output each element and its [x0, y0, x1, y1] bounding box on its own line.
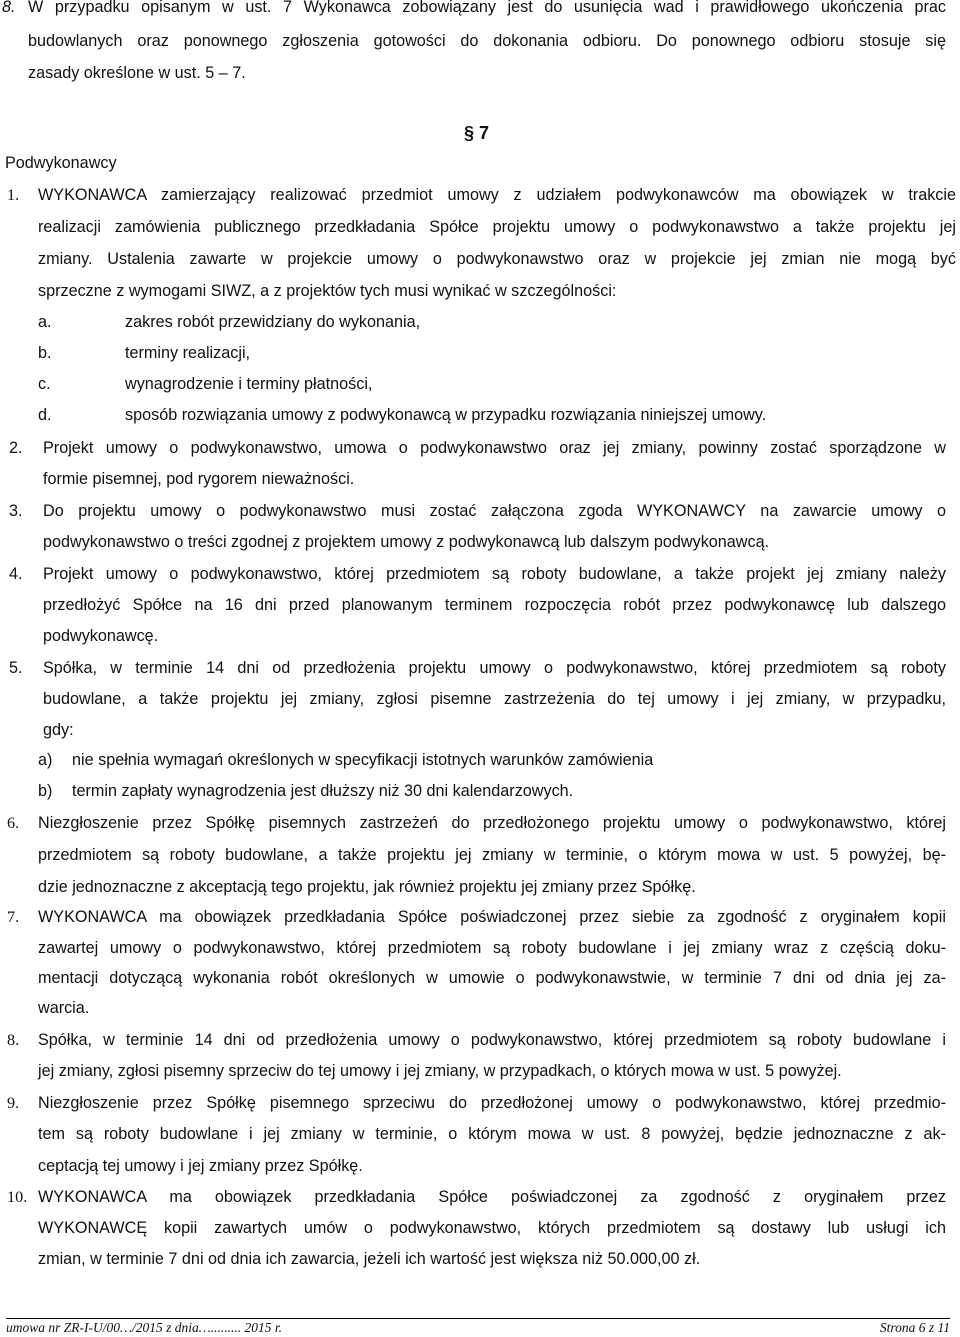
p8-line-2: jej zmiany, zgłosi pisemny sprzeciw do tej umowy i jej zmiany, w przypadkach, o których mowa w ust. 5 powyżej. [38, 1062, 842, 1080]
p5-sub-a-text: nie spełnia wymagań określonych w specyfikacji istotnych warunków zamówienia [72, 751, 654, 769]
p2-number: 2. [9, 439, 23, 457]
p4-line-2: przedłożyć Spółce na 16 dni przed planowanym terminem rozpoczęcia robót przez podwykonawcę lub dalszego [43, 596, 946, 614]
p7-line-3: mentacji dotyczącą wykonania robót określonych w umowie o podwykonawstwie, w terminie 7 dni od dnia jej za- [38, 969, 946, 987]
page-footer [6, 1318, 950, 1337]
p2-line-2: formie pisemnej, pod rygorem nieważności. [43, 470, 355, 488]
p1-sub-c-letter: c. [38, 375, 51, 393]
p1-sub-b-text: terminy realizacji, [125, 344, 251, 362]
p4-number: 4. [9, 565, 23, 583]
p1-line-2: realizacji zamówienia publicznego przedkładania Spółce projektu umowy o podwykonawstwo a także projektu jej [38, 218, 956, 236]
p1-sub-a-text: zakres robót przewidziany do wykonania, [125, 313, 421, 331]
p1-line-1: WYKONAWCA zamierzający realizować przedmiot umowy z udziałem podwykonawców ma obowiązek w trakcie [38, 186, 956, 204]
p6-line-1: Niezgłoszenie przez Spółkę pisemnych zastrzeżeń do przedłożonego projektu umowy o podwykonawstwo, której [38, 814, 946, 832]
p3-line-2: podwykonawstwo o treści zgodnej z projektem umowy z podwykonawcą lub dalszym podwykonawcą. [43, 533, 770, 551]
p7-line-1: WYKONAWCA ma obowiązek przedkładania Spółce poświadczonej przez siebie za zgodność z oryginałem kopii [38, 908, 946, 926]
p5-line-2: budowlane, a także projektu jej zmiany, zgłosi pisemne zastrzeżenia do tej umowy i jej zmiany, w przypadku, [43, 690, 946, 708]
p1-line-4: sprzeczne z wymogami SIWZ, a z projektów tych musi wynikać w szczególności: [38, 282, 617, 300]
section-title: Podwykonawcy [5, 154, 117, 172]
p5-line-3: gdy: [43, 721, 74, 739]
p3-number: 3. [9, 502, 23, 520]
p6-line-2: przedmiotem są roboty budowlane, a także projektu jej zmiany w terminie, o którym mowa w ust. 5 powyżej, bę- [38, 846, 946, 864]
p6-number: 6. [7, 814, 20, 832]
intro-line-3: zasady określone w ust. 5 – 7. [28, 64, 246, 82]
footer-page-number: Strona 6 z 11 [879, 1320, 950, 1335]
p1-sub-a-letter: a. [38, 313, 52, 331]
intro-line-1: W przypadku opisanym w ust. 7 Wykonawca zobowiązany jest do usunięcia wad i prawidłowego ukończenia prac [28, 0, 946, 16]
p10-line-2: WYKONAWCĘ kopii zawartych umów o podwykonawstwo, których przedmiotem są dostawy lub usługi ich [38, 1219, 946, 1237]
p5-number: 5. [9, 659, 23, 677]
p1-line-3: zmiany. Ustalenia zawarte w projekcie umowy o podwykonawstwo oraz w projekcie jej zmian nie mogą być [38, 250, 956, 268]
p5-sub-b-letter: b) [38, 782, 53, 800]
p9-line-2: tem są roboty budowlane i jej zmiany w terminie, o którym mowa w ust. 8 powyżej, będzie jednoznaczne z ak- [38, 1125, 946, 1143]
p1-sub-d-letter: d. [38, 406, 52, 424]
p8-number: 8. [7, 1031, 20, 1049]
p1-sub-b-letter: b. [38, 344, 52, 362]
intro-line-2: budowlanych oraz ponownego zgłoszenia gotowości do dokonania odbioru. Do ponownego odbioru stosuje się [28, 32, 946, 50]
intro-number: 8. [2, 0, 16, 16]
p4-line-1: Projekt umowy o podwykonawstwo, której przedmiotem są roboty budowlane, a także projekt jej zmiany należy [43, 565, 946, 583]
p7-line-2: zawartej umowy o podwykonawstwo, której przedmiotem są roboty budowlane i jej zmiany wraz z częścią doku- [38, 939, 946, 957]
p2-line-1: Projekt umowy o podwykonawstwo, umowa o podwykonawstwo oraz jej zmiany, powinny zostać sporządzone w [43, 439, 946, 457]
p8-line-1: Spółka, w terminie 14 dni od przedłożenia umowy o podwykonawstwo, której przedmiotem są roboty budowlane i [38, 1031, 946, 1049]
p3-line-1: Do projektu umowy o podwykonawstwo musi zostać załączona zgoda WYKONAWCY na zawarcie umowy o [43, 502, 946, 520]
p1-number: 1. [7, 186, 20, 204]
p10-line-1: WYKONAWCA ma obowiązek przedkładania Spółce poświadczonej za zgodność z oryginałem przez [38, 1188, 946, 1206]
p5-sub-a-letter: a) [38, 751, 53, 769]
p6-line-3: dzie jednoznaczne z akceptacją tego projektu, jak również projektu jej zmiany przez Spółkę. [38, 878, 696, 896]
p9-number: 9. [7, 1094, 20, 1112]
p10-number: 10. [7, 1188, 28, 1206]
p5-sub-b-text: termin zapłaty wynagrodzenia jest dłuższy niż 30 dni kalendarzowych. [72, 782, 574, 800]
p1-sub-d-text: sposób rozwiązania umowy z podwykonawcą w przypadku rozwiązania niniejszej umowy. [125, 406, 767, 424]
p7-number: 7. [7, 908, 20, 926]
p9-line-1: Niezgłoszenie przez Spółkę pisemnego sprzeciwu do przedłożonej umowy o podwykonawstwo, której przedmio- [38, 1094, 946, 1112]
footer-contract-ref: umowa nr ZR-I-U/00…/2015 z dnia…......... 2015 r. [6, 1320, 283, 1335]
p1-sub-c-text: wynagrodzenie i terminy płatności, [125, 375, 373, 393]
section-mark: § 7 [464, 123, 490, 143]
p7-line-4: warcia. [38, 999, 90, 1017]
p9-line-3: ceptacją tej umowy i jej zmiany przez Spółkę. [38, 1157, 363, 1175]
p10-line-3: zmian, w terminie 7 dni od dnia ich zawarcia, jeżeli ich wartość jest większa niż 50.000,00 zł. [38, 1250, 701, 1268]
p4-line-3: podwykonawcę. [43, 627, 159, 645]
p5-line-1: Spółka, w terminie 14 dni od przedłożenia projektu umowy o podwykonawstwo, której przedmiotem są roboty [43, 659, 946, 677]
